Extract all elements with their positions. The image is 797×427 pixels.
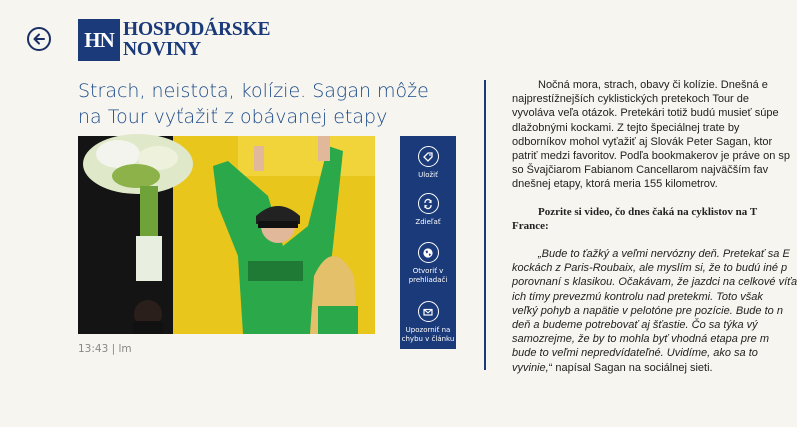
quote-line: ich tímy prevezmú kontrolu nad pretekmi. Toto však <box>512 290 763 303</box>
quote-line: porovnaní s klasikou. Očakávam, že jazdci na celkové víťa <box>512 276 797 289</box>
quote-line: kockách z Paris-Roubaix, ale myslím si, že to budú iné p <box>512 262 788 275</box>
logo-badge: HN <box>78 19 120 61</box>
action-bar <box>400 136 456 349</box>
body-line: vyvoláva veľa otázok. Pretekári totiž budú musieť súpe <box>512 107 779 120</box>
article-meta: 13:43 | lm <box>78 343 132 355</box>
body-line: najprestížnejších cyklistických pretekoch Tour de <box>512 93 750 106</box>
quote-line: „Bude to ťažký a veľmi nervózny deň. Pretekať sa E <box>538 248 790 261</box>
article-title: Strach, neistota, kolízie. Sagan môže na Tour vyťažiť z obávanej etapy <box>78 80 429 128</box>
quote-last-italic: vyvinie, <box>512 361 549 374</box>
arrow-left-icon <box>32 32 46 46</box>
globe-icon <box>418 242 439 263</box>
video-subheading: Pozrite si video, čo dnes čaká na cyklistov na T <box>538 205 758 218</box>
quote-line: deň a budeme potrebovať aj šťastie. Čo sa týka vý <box>512 319 758 332</box>
body-line: Nočná mora, strach, obavy či kolízie. Dnešná e <box>538 79 768 91</box>
report-error-label: Upozorniť na chybu v článku <box>401 326 455 343</box>
logo-wordmark <box>123 19 270 61</box>
save-button[interactable] <box>400 146 456 180</box>
quote-line: samozrejme, že by to mohla byť vhodná etapa pre m <box>512 333 770 346</box>
article-photo <box>78 136 375 334</box>
report-error-button[interactable] <box>400 301 456 344</box>
share-button[interactable] <box>400 193 456 227</box>
body-line: so Švajčiarom Fabianom Cancellarom najväčším fav <box>512 164 769 177</box>
open-in-browser-button[interactable] <box>400 242 456 285</box>
logo <box>78 19 270 61</box>
logo-line-1: HOSPODÁRSKE <box>123 19 271 40</box>
open-in-browser-label: Otvoriť v prehliadači <box>408 267 448 284</box>
share-icon <box>418 193 439 214</box>
body-line: odborníkov mohol vyťažiť aj Slovák Peter Sagan, ktor <box>512 135 773 148</box>
back-button[interactable] <box>27 27 51 51</box>
quote-attribution: “ napísal Sagan na sociálnej sieti. <box>548 361 713 374</box>
share-label: Zdieľať <box>415 218 441 226</box>
quote-line: veľký pohyb a napätie v pelotóne pre pozície. Bude to n <box>512 304 783 317</box>
mail-icon <box>418 301 439 322</box>
save-label: Uložiť <box>418 171 438 179</box>
quote-last-line <box>512 361 772 375</box>
video-subheading-cont: France: <box>512 219 549 232</box>
quote-line: bude to veľmi nepredvídateľné. Uvidíme, ako sa to <box>512 347 758 360</box>
logo-line-2: NOVINY <box>123 39 201 60</box>
column-divider <box>484 80 486 370</box>
tag-icon <box>418 146 439 167</box>
article-body <box>512 78 797 375</box>
body-line: patriť medzi favoritov. Podľa bookmakerov je práve on sp <box>512 150 790 163</box>
body-line: dlažobnými kockami. Z tejto špeciálnej trate by <box>512 121 740 134</box>
body-line: dnešnej etapy, ktorá meria 155 kilometrov. <box>512 178 718 191</box>
